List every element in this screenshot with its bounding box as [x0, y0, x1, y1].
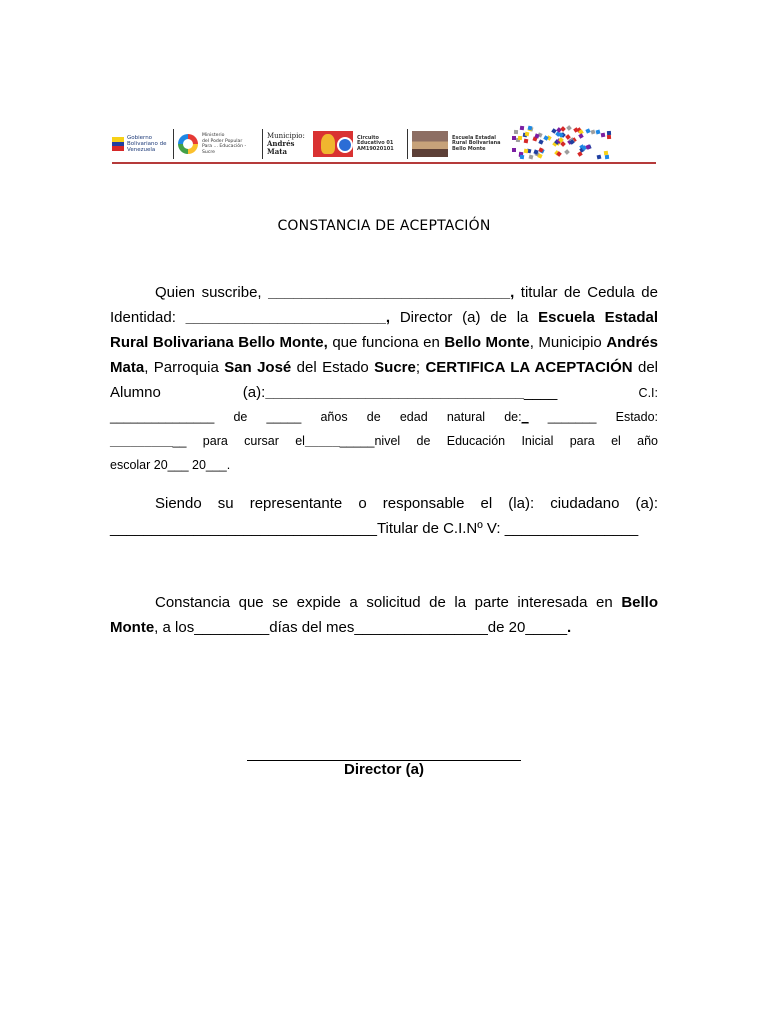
place-name: Monte: [110, 619, 155, 636]
line-school-year: escolar 20___ 20___.: [110, 458, 231, 472]
paragraph-certification: [110, 280, 658, 405]
decorative-mosaic-icon: [512, 126, 622, 162]
mosaic-dot: [597, 155, 602, 160]
line-student-age: [110, 405, 658, 429]
divider: [262, 129, 263, 159]
mosaic-dot: [590, 129, 595, 134]
text: _: [521, 410, 529, 424]
text: , Parroquia: [144, 359, 225, 376]
mosaic-dot: [564, 149, 570, 155]
header-rule: [112, 162, 656, 164]
certifica-text: CERTIFICA LA ACEPTACIÓN: [425, 359, 633, 376]
mosaic-dot: [578, 133, 583, 138]
mosaic-dot: [524, 149, 529, 154]
school-photo-icon: [412, 131, 448, 157]
school-name: Escuela Estadal Rural Bolivariana Bello Monte,: [110, 309, 658, 351]
gobierno-logo: [112, 127, 169, 161]
mosaic-dot: [512, 136, 516, 140]
paragraph-representative: [110, 491, 658, 516]
text: , a los_________días del mes________________de 20_____: [154, 619, 568, 636]
gobierno-text: Gobierno Bolivariano de Venezuela: [127, 135, 167, 153]
mosaic-dot: [518, 136, 522, 140]
municipio-name: Andrés Mata: [267, 139, 295, 156]
ministerio-text: [202, 133, 258, 155]
blank-director-name: _____________________________: [268, 284, 511, 301]
text: _______: [547, 410, 597, 424]
mosaic-dot: [537, 153, 542, 158]
mosaic-dot: [524, 139, 529, 144]
ministerio-ring-icon: [178, 134, 198, 154]
text: Estado:: [615, 410, 658, 424]
circuito-block: [313, 127, 403, 161]
mosaic-dot: [604, 151, 608, 155]
escuela-line: Bello Monte: [452, 145, 486, 152]
circuito-line: AM19020101: [357, 145, 394, 152]
municipio-name: Andrés Mata: [110, 334, 658, 376]
text: del Estado: [291, 359, 375, 376]
ministerio-line: del Poder Popular: [202, 138, 243, 144]
ministerio-logo: [178, 127, 258, 161]
text: Quien suscribe,: [155, 284, 269, 301]
municipio-label: Municipio:: [267, 132, 305, 140]
blank-director-ci: ________________________,: [185, 309, 391, 326]
municipio-block: [267, 127, 313, 161]
mosaic-dot: [596, 130, 601, 135]
escuela-text: [452, 136, 506, 153]
circuito-line: Circuito: [357, 134, 379, 141]
place-name: Bello Monte: [444, 334, 530, 351]
text: titular de Cedula de Identidad:: [110, 284, 658, 326]
text: Constancia que se expide a solicitud de la parte interesada en: [155, 594, 622, 611]
text: _____nivel de Educación Inicial para el año: [339, 434, 658, 448]
text: __ para cursar el: [172, 434, 305, 448]
mosaic-dot: [607, 135, 611, 139]
blank-estado: _________: [110, 434, 173, 448]
escuela-line: Rural Bolivariana: [452, 140, 501, 147]
mosaic-dot: [601, 133, 606, 138]
text: C.I:: [557, 386, 659, 400]
document-title: CONSTANCIA DE ACEPTACIÓN: [277, 218, 491, 234]
estado-name: Sucre: [374, 359, 416, 376]
divider: [407, 129, 408, 159]
mosaic-dot: [566, 125, 572, 131]
divider: [173, 129, 174, 159]
header-banner: [112, 124, 656, 164]
text: que funciona en: [327, 334, 445, 351]
text: _______________ de _____ años de edad natural de:: [110, 410, 522, 424]
text: ____: [523, 384, 558, 401]
text: Director (a) de la: [390, 309, 539, 326]
line-issued-date: [110, 615, 658, 640]
mosaic-dot: [514, 130, 518, 134]
ministerio-line: Para ... Educación - Sucre: [202, 144, 247, 155]
parroquia-name: San José: [224, 359, 292, 376]
mosaic-dot: [605, 155, 609, 159]
venezuela-flag-icon: [112, 137, 124, 151]
mosaic-dot: [525, 132, 530, 137]
text: ,: [510, 284, 515, 301]
portrait-icon: [313, 131, 353, 157]
mosaic-dot: [534, 133, 539, 138]
text: .: [567, 619, 572, 636]
municipio-text: [267, 132, 313, 156]
place-name: Bello: [621, 594, 658, 611]
circuito-line: Educativo 01: [357, 140, 394, 147]
mosaic-dot: [520, 126, 524, 130]
text: , Municipio: [529, 334, 607, 351]
blank-level: _____: [304, 434, 340, 448]
escuela-line: Escuela Estadal: [452, 134, 496, 141]
mosaic-dot: [529, 155, 534, 160]
text: ;: [415, 359, 426, 376]
escuela-block: [412, 127, 506, 161]
text: del Alumno (a):: [110, 359, 659, 401]
mosaic-dot: [512, 148, 516, 152]
ministerio-line: Ministerio: [202, 133, 225, 138]
line-student-level: [110, 429, 658, 453]
text: Siendo su representante o responsable el (la): ciudadano (a):: [155, 495, 658, 512]
signature-label: Director (a): [343, 761, 425, 778]
circuito-text: [357, 136, 403, 153]
blank-student-name: _______________________________: [265, 384, 524, 401]
mosaic-dot: [520, 155, 525, 160]
line-representative-blank: ________________________________Titular de C.I.Nº V: ________________: [110, 520, 639, 537]
paragraph-issued: [110, 590, 658, 615]
mosaic-dot: [538, 139, 543, 144]
